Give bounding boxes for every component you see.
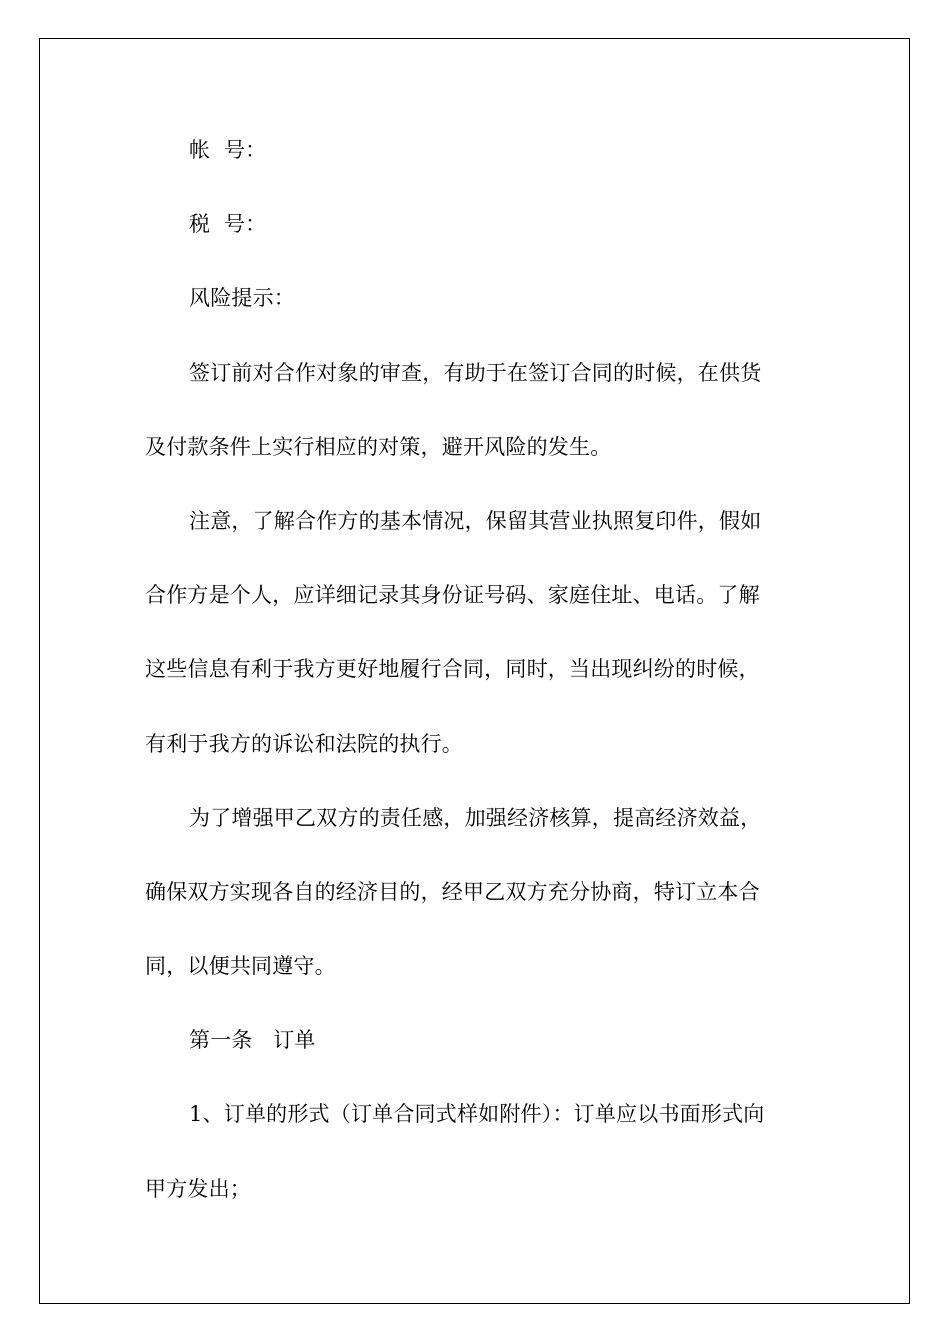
paragraph-line: 有利于我方的诉讼和法院的执行。 xyxy=(145,731,463,756)
paragraph-line: 为了增强甲乙双方的责任感，加强经济核算，提高经济效益， xyxy=(189,805,762,830)
blank-line xyxy=(145,317,805,354)
clause-line: 1、订单的形式（订单合同式样如附件）：订单应以书面形式向 xyxy=(189,1102,765,1127)
blank-line xyxy=(145,837,805,874)
paragraph-line: 签订前对合作对象的审查，有助于在签订合同的时候，在供货 xyxy=(189,360,762,385)
clause-line: 甲方发出； xyxy=(145,1176,251,1201)
blank-line xyxy=(145,763,805,800)
blank-line xyxy=(145,392,805,429)
blank-line xyxy=(145,1134,805,1171)
tax-number-label: 税 号： xyxy=(189,212,267,237)
paragraph-line: 注意，了解合作方的基本情况，保留其营业执照复印件，假如 xyxy=(189,508,762,533)
blank-line xyxy=(145,540,805,577)
blank-line xyxy=(145,1059,805,1096)
paragraph-line: 确保双方实现各自的经济目的，经甲乙双方充分协商，特订立本合 xyxy=(145,879,760,904)
blank-line xyxy=(145,169,805,206)
blank-line xyxy=(145,243,805,280)
paragraph-line: 这些信息有利于我方更好地履行合同，同时，当出现纠纷的时候， xyxy=(145,657,760,682)
account-number-label: 帐 号： xyxy=(189,138,267,162)
blank-line xyxy=(145,614,805,651)
article-one-heading: 第一条 订单 xyxy=(189,1028,316,1053)
paragraph-line: 及付款条件上实行相应的对策，避开风险的发生。 xyxy=(145,434,612,459)
blank-line xyxy=(145,688,805,725)
document-body xyxy=(145,132,805,1208)
blank-line xyxy=(145,911,805,948)
blank-line xyxy=(145,466,805,503)
blank-line xyxy=(145,985,805,1022)
paragraph-line: 合作方是个人，应详细记录其身份证号码、家庭住址、电话。了解 xyxy=(145,583,760,608)
paragraph-line: 同，以便共同遵守。 xyxy=(145,954,336,979)
risk-notice-heading: 风险提示： xyxy=(189,286,295,311)
